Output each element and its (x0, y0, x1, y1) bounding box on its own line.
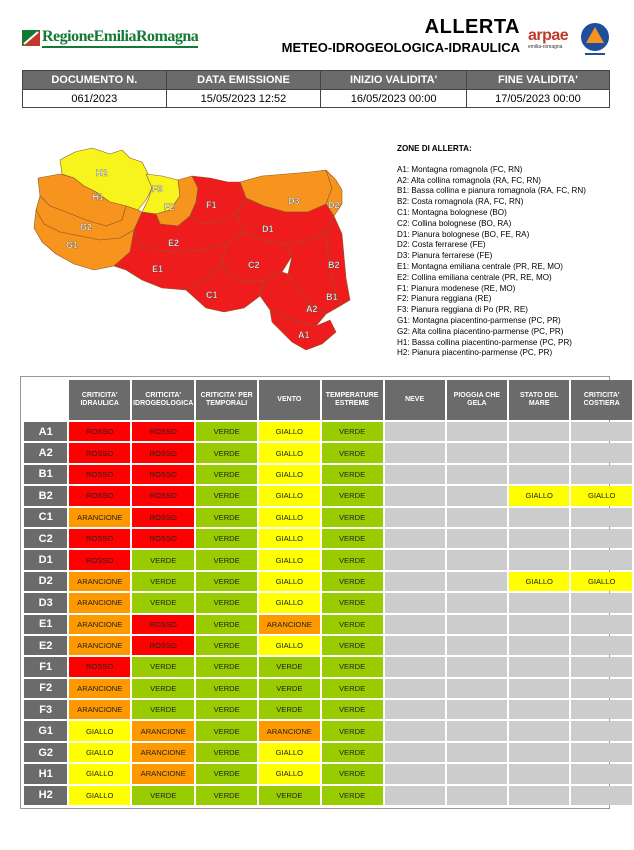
criticity-cell (509, 422, 569, 441)
criticity-row (24, 572, 632, 591)
criticity-cell (571, 700, 632, 719)
criticity-cell (571, 657, 632, 676)
criticity-corner (24, 380, 67, 420)
criticity-cell: GIALLO (571, 486, 632, 505)
criticity-cell (509, 443, 569, 462)
alert-zones-map (30, 140, 390, 360)
criticity-cell: VERDE (132, 700, 194, 719)
criticity-column-header: CRITICITA' COSTIERA (571, 380, 632, 420)
criticity-cell (447, 636, 507, 655)
criticity-row (24, 721, 632, 740)
criticity-cell (447, 443, 507, 462)
criticity-cell (385, 764, 445, 783)
criticity-cell: VERDE (322, 721, 383, 740)
zone-item: B1: Bassa collina e pianura romagnola (RA, FC, RN) (397, 186, 586, 196)
criticity-row (24, 764, 632, 783)
zone-code: A1 (24, 422, 67, 441)
criticity-cell: VERDE (132, 679, 194, 698)
criticity-cell: GIALLO (259, 508, 320, 527)
criticity-cell: VERDE (322, 593, 383, 612)
criticity-row (24, 786, 632, 805)
criticity-row (24, 743, 632, 762)
map-label-f1: F1 (206, 200, 217, 210)
zone-item: B2: Costa romagnola (RA, FC, RN) (397, 197, 524, 207)
map-label-g1: G1 (66, 240, 79, 250)
criticity-column-header: STATO DEL MARE (509, 380, 569, 420)
criticity-cell: GIALLO (259, 593, 320, 612)
criticity-cell: VERDE (196, 593, 257, 612)
criticity-cell: VERDE (196, 486, 257, 505)
zone-item: F3: Pianura reggiana di Po (PR, RE) (397, 305, 528, 315)
criticity-cell: GIALLO (259, 764, 320, 783)
criticity-cell: ROSSO (132, 529, 194, 548)
criticity-cell (509, 700, 569, 719)
criticity-cell: ROSSO (132, 486, 194, 505)
criticity-cell (385, 636, 445, 655)
criticity-cell (385, 679, 445, 698)
criticity-cell (509, 593, 569, 612)
zone-item: D3: Pianura ferrarese (FE) (397, 251, 493, 261)
criticity-cell: VERDE (196, 615, 257, 634)
criticity-column-header: NEVE (385, 380, 445, 420)
criticity-cell: ARANCIONE (69, 679, 130, 698)
criticity-cell: VERDE (196, 550, 257, 569)
criticity-cell (385, 743, 445, 762)
criticity-cell: VERDE (322, 508, 383, 527)
criticity-cell: VERDE (259, 657, 320, 676)
arpae-logo (528, 28, 576, 50)
criticity-cell (447, 572, 507, 591)
zone-item: C1: Montagna bolognese (BO) (397, 207, 507, 217)
zone-item: F2: Pianura reggiana (RE) (397, 294, 492, 304)
zone-code: A2 (24, 443, 67, 462)
zone-item: D1: Pianura bolognese (BO, FE, RA) (397, 229, 530, 239)
criticity-cell: VERDE (196, 636, 257, 655)
criticity-cell (571, 422, 632, 441)
criticity-cell: ARANCIONE (69, 593, 130, 612)
criticity-row (24, 508, 632, 527)
map-label-d1: D1 (262, 224, 274, 234)
criticity-row (24, 529, 632, 548)
criticity-cell: ROSSO (132, 508, 194, 527)
criticity-cell (447, 700, 507, 719)
criticity-cell: ROSSO (132, 465, 194, 484)
criticity-cell: ROSSO (69, 443, 130, 462)
criticity-cell (447, 593, 507, 612)
zone-item: E2: Collina emiliana centrale (PR, RE, MO) (397, 272, 552, 282)
zone-item: G1: Montagna piacentino-parmense (PC, PR) (397, 315, 561, 325)
criticity-row (24, 550, 632, 569)
criticity-cell: ARANCIONE (132, 764, 194, 783)
criticity-row (24, 486, 632, 505)
criticity-header-row (24, 380, 632, 420)
criticity-cell: ROSSO (69, 422, 130, 441)
criticity-cell (571, 529, 632, 548)
criticity-cell (509, 657, 569, 676)
criticity-cell: VERDE (196, 465, 257, 484)
criticity-cell (509, 465, 569, 484)
criticity-cell (571, 550, 632, 569)
criticity-cell (447, 465, 507, 484)
criticity-cell (509, 550, 569, 569)
map-label-e1: E1 (152, 264, 164, 274)
criticity-cell (447, 615, 507, 634)
criticity-column-header: CRITICITA' IDROGEOLOGICA (132, 380, 194, 420)
criticity-cell: VERDE (322, 550, 383, 569)
criticity-cell (385, 443, 445, 462)
criticity-row (24, 593, 632, 612)
criticity-cell (447, 508, 507, 527)
criticity-cell (447, 550, 507, 569)
criticity-cell (509, 721, 569, 740)
zone-item: E1: Montagna emiliana centrale (PR, RE, MO) (397, 261, 563, 271)
map-label-d3: D3 (288, 196, 300, 206)
criticity-cell (385, 422, 445, 441)
map-label-h1: H1 (92, 192, 104, 202)
zone-code: H1 (24, 764, 67, 783)
criticity-cell (447, 486, 507, 505)
zone-code: F2 (24, 679, 67, 698)
header-valid-to: FINE VALIDITA' (466, 71, 609, 90)
map-label-b1: B1 (326, 292, 338, 302)
zone-item: A1: Montagna romagnola (FC, RN) (397, 164, 523, 174)
map-label-a1: A1 (298, 330, 310, 340)
criticity-cell: VERDE (322, 743, 383, 762)
criticity-column-header: TEMPERATURE ESTREME (322, 380, 383, 420)
criticity-cell: ARANCIONE (69, 572, 130, 591)
criticity-cell: ROSSO (132, 615, 194, 634)
criticity-cell: GIALLO (69, 786, 130, 805)
criticity-cell (571, 786, 632, 805)
map-label-f3: F3 (152, 184, 163, 194)
criticity-cell (385, 615, 445, 634)
criticity-cell: ROSSO (132, 443, 194, 462)
criticity-cell (447, 529, 507, 548)
criticity-cell: GIALLO (259, 572, 320, 591)
regione-brand: RegioneEmiliaRomagna (42, 28, 198, 48)
criticity-row (24, 443, 632, 462)
criticity-row (24, 679, 632, 698)
map-label-d2: D2 (328, 200, 340, 210)
zone-item: C2: Collina bolognese (BO, RA) (397, 218, 512, 228)
criticity-cell (509, 636, 569, 655)
criticity-cell: GIALLO (259, 443, 320, 462)
criticity-cell: ROSSO (69, 465, 130, 484)
regione-logo (22, 28, 199, 50)
criticity-cell: VERDE (322, 443, 383, 462)
criticity-cell: VERDE (322, 700, 383, 719)
criticity-cell (385, 529, 445, 548)
page-title: ALLERTA (424, 16, 520, 38)
criticity-cell (571, 508, 632, 527)
criticity-cell: VERDE (322, 465, 383, 484)
zone-code: B1 (24, 465, 67, 484)
criticity-cell (447, 786, 507, 805)
criticity-cell (571, 615, 632, 634)
criticity-cell: VERDE (196, 743, 257, 762)
criticity-cell: ARANCIONE (132, 721, 194, 740)
zone-item: H2: Pianura piacentino-parmense (PC, PR) (397, 348, 553, 358)
header-issue-date: DATA EMISSIONE (166, 71, 321, 90)
criticity-row (24, 615, 632, 634)
zone-code: B2 (24, 486, 67, 505)
criticity-cell: VERDE (196, 508, 257, 527)
arpae-logo-subtext: emilia-romagna (528, 44, 563, 50)
criticity-column-header: CRITICITA' PER TEMPORALI (196, 380, 257, 420)
valid-to: 17/05/2023 00:00 (466, 90, 609, 108)
criticity-cell: VERDE (322, 615, 383, 634)
criticity-cell: GIALLO (259, 486, 320, 505)
criticity-cell (571, 465, 632, 484)
criticity-cell (571, 443, 632, 462)
criticity-cell: VERDE (259, 679, 320, 698)
criticity-column-header: PIOGGIA CHE GELA (447, 380, 507, 420)
criticity-row (24, 657, 632, 676)
criticity-cell (447, 679, 507, 698)
criticity-cell (509, 508, 569, 527)
criticity-cell (509, 743, 569, 762)
document-number: 061/2023 (23, 90, 167, 108)
map-label-e2: E2 (168, 238, 180, 248)
zone-code: D3 (24, 593, 67, 612)
criticity-cell (385, 572, 445, 591)
criticity-cell: ROSSO (69, 529, 130, 548)
criticity-cell: ARANCIONE (69, 615, 130, 634)
document-info-table (22, 70, 610, 108)
criticity-row (24, 465, 632, 484)
zone-item: D2: Costa ferrarese (FE) (397, 240, 486, 250)
criticity-cell: VERDE (259, 700, 320, 719)
criticity-cell (509, 679, 569, 698)
criticity-cell: VERDE (132, 572, 194, 591)
criticity-cell: GIALLO (259, 550, 320, 569)
zone-code: C2 (24, 529, 67, 548)
criticity-cell (447, 657, 507, 676)
criticity-row (24, 422, 632, 441)
zones-legend (397, 144, 622, 359)
criticity-cell: VERDE (132, 593, 194, 612)
criticity-cell (447, 422, 507, 441)
criticity-cell: ARANCIONE (259, 615, 320, 634)
criticity-cell (509, 786, 569, 805)
map-label-a2: A2 (306, 304, 318, 314)
criticity-cell: ARANCIONE (69, 636, 130, 655)
region-flag-icon (22, 30, 40, 46)
map-label-h2: H2 (96, 168, 108, 178)
criticity-cell: GIALLO (69, 764, 130, 783)
zone-item: A2: Alta collina romagnola (RA, FC, RN) (397, 175, 541, 185)
criticity-cell (385, 465, 445, 484)
criticity-cell: GIALLO (69, 743, 130, 762)
header-document-number: DOCUMENTO N. (23, 71, 167, 90)
zone-code: D1 (24, 550, 67, 569)
criticity-cell: VERDE (196, 786, 257, 805)
zone-item: G2: Alta collina piacentino-parmense (PC, PR) (397, 326, 564, 336)
zone-code: D2 (24, 572, 67, 591)
criticity-table (22, 378, 634, 807)
page-subtitle: METEO-IDROGEOLOGICA-IDRAULICA (281, 40, 520, 55)
criticity-cell (571, 764, 632, 783)
criticity-cell (447, 721, 507, 740)
criticity-cell (509, 615, 569, 634)
criticity-cell (571, 721, 632, 740)
criticity-cell: ROSSO (132, 422, 194, 441)
criticity-cell: VERDE (322, 572, 383, 591)
criticity-cell: VERDE (259, 786, 320, 805)
criticity-cell: GIALLO (509, 572, 569, 591)
criticity-cell: VERDE (196, 529, 257, 548)
criticity-cell: GIALLO (69, 721, 130, 740)
criticity-cell: VERDE (322, 422, 383, 441)
zone-code: F1 (24, 657, 67, 676)
criticity-cell: VERDE (196, 657, 257, 676)
criticity-cell: VERDE (196, 721, 257, 740)
criticity-cell: VERDE (322, 636, 383, 655)
zone-code: G1 (24, 721, 67, 740)
criticity-cell: ARANCIONE (69, 700, 130, 719)
map-label-g2: G2 (80, 222, 93, 232)
criticity-body (24, 422, 632, 805)
criticity-cell: ARANCIONE (259, 721, 320, 740)
criticity-cell (571, 636, 632, 655)
map-label-c2: C2 (248, 260, 260, 270)
criticity-cell (385, 786, 445, 805)
criticity-cell: GIALLO (571, 572, 632, 591)
map-label-b2: B2 (328, 260, 340, 270)
criticity-cell: GIALLO (259, 636, 320, 655)
protezione-civile-icon (580, 22, 610, 58)
criticity-cell: VERDE (196, 572, 257, 591)
criticity-cell: ROSSO (69, 550, 130, 569)
criticity-cell: ARANCIONE (69, 508, 130, 527)
criticity-cell (447, 764, 507, 783)
criticity-cell (509, 764, 569, 783)
criticity-cell: VERDE (322, 529, 383, 548)
criticity-cell: VERDE (196, 443, 257, 462)
zone-code: G2 (24, 743, 67, 762)
criticity-cell: VERDE (322, 486, 383, 505)
arpae-logo-text: arpae (528, 27, 569, 44)
valid-from: 16/05/2023 00:00 (321, 90, 467, 108)
criticity-column-header: VENTO (259, 380, 320, 420)
criticity-cell (447, 743, 507, 762)
criticity-cell: VERDE (132, 657, 194, 676)
zone-code: C1 (24, 508, 67, 527)
map-label-f2: F2 (164, 202, 175, 212)
zone-item: H1: Bassa collina piacentino-parmense (PC, PR) (397, 337, 572, 347)
issue-date: 15/05/2023 12:52 (166, 90, 321, 108)
criticity-cell: VERDE (132, 550, 194, 569)
zone-code: H2 (24, 786, 67, 805)
criticity-cell (385, 593, 445, 612)
criticity-cell (385, 550, 445, 569)
criticity-cell (385, 700, 445, 719)
criticity-cell: GIALLO (259, 743, 320, 762)
criticity-cell (509, 529, 569, 548)
zone-code: E1 (24, 615, 67, 634)
criticity-row (24, 636, 632, 655)
criticity-cell: GIALLO (509, 486, 569, 505)
criticity-cell: VERDE (322, 657, 383, 676)
map-label-c1: C1 (206, 290, 218, 300)
criticity-cell: VERDE (322, 786, 383, 805)
criticity-cell: ROSSO (69, 486, 130, 505)
criticity-cell: GIALLO (259, 422, 320, 441)
criticity-cell (385, 721, 445, 740)
criticity-cell: ARANCIONE (132, 743, 194, 762)
criticity-row (24, 700, 632, 719)
criticity-cell: GIALLO (259, 529, 320, 548)
criticity-cell (571, 679, 632, 698)
criticity-cell: ROSSO (69, 657, 130, 676)
zone-code: F3 (24, 700, 67, 719)
criticity-cell: VERDE (322, 679, 383, 698)
criticity-cell (385, 508, 445, 527)
criticity-cell: VERDE (196, 422, 257, 441)
criticity-cell: VERDE (196, 764, 257, 783)
criticity-cell: GIALLO (259, 465, 320, 484)
criticity-cell: VERDE (132, 786, 194, 805)
criticity-cell (571, 743, 632, 762)
header-valid-from: INIZIO VALIDITA' (321, 71, 467, 90)
criticity-cell (385, 486, 445, 505)
criticity-cell: VERDE (196, 679, 257, 698)
zone-item: F1: Pianura modenese (RE, MO) (397, 283, 516, 293)
zone-code: E2 (24, 636, 67, 655)
criticity-cell: VERDE (322, 764, 383, 783)
criticity-cell (571, 593, 632, 612)
criticity-cell: ROSSO (132, 636, 194, 655)
criticity-column-header: CRITICITA' IDRAULICA (69, 380, 130, 420)
criticity-cell (385, 657, 445, 676)
criticity-cell: VERDE (196, 700, 257, 719)
zones-legend-title: ZONE DI ALLERTA: (397, 144, 472, 153)
